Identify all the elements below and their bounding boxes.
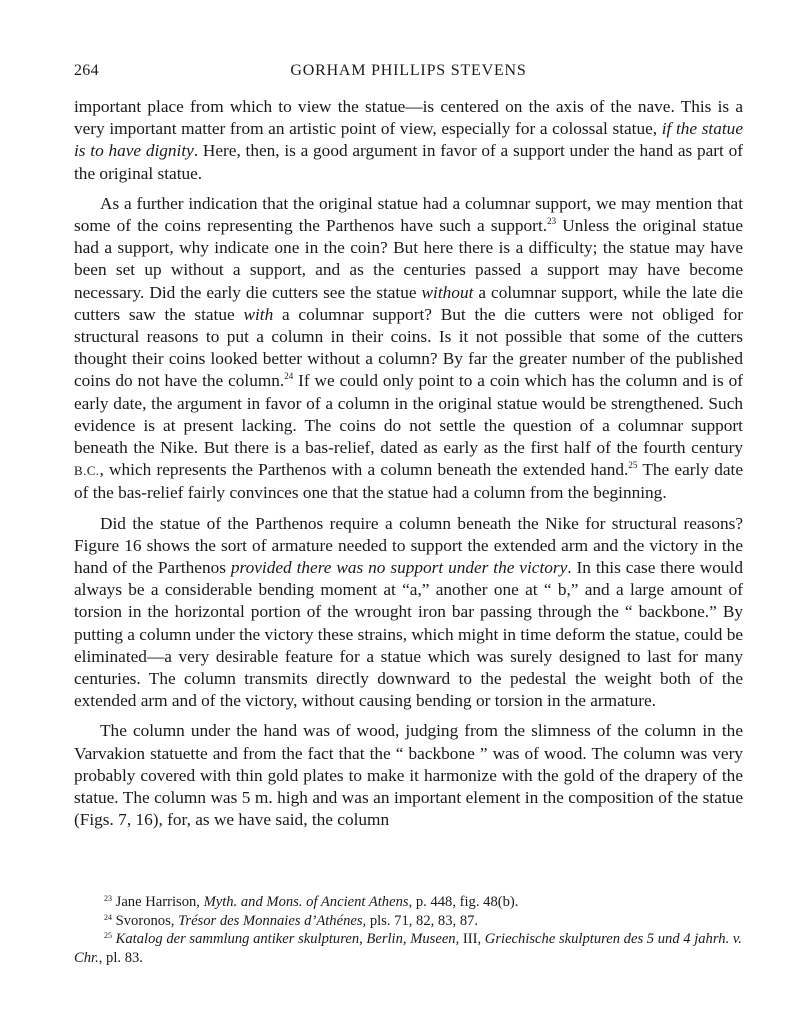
- text-run: important place from which to view the statue—is centered on the axis of the nave. This is a very important matter from an artistic point of view, especially for a colossal statue,: [74, 97, 743, 139]
- page-number: 264: [74, 62, 99, 79]
- paragraph: [74, 513, 743, 713]
- italic-text: without: [421, 282, 474, 302]
- text-run: , pl. 83.: [98, 949, 143, 966]
- paragraph: [74, 720, 743, 831]
- text-run: , III,: [455, 931, 485, 947]
- text-run: Did the statue of the Parthenos require a column beneath the Nike for structural reasons? Figure 16 shows the sort of armature needed to support the extended arm and the victory in the hand of the Parthenos: [74, 513, 743, 578]
- italic-text: with: [243, 304, 274, 324]
- text-run: . Here, then, is a good argument in favor of a support under the hand as part of the original statue.: [74, 141, 743, 183]
- italic-text: Katalog der sammlung antiker skulpturen, Berlin, Museen: [115, 931, 456, 947]
- text-run: , which represents the Parthenos with a column beneath the extended hand.: [99, 460, 629, 480]
- text-run: The column under the hand was of wood, judging from the slimness of the column in the Varvakion statuette and from the fact that the “ backbone ” was of wood. The column was very probably covered with thin gold plates to make it harmonize with the gold of the drapery of the statue. The column was 5 m. high and was an important element in the composition of the statue (Figs. 7, 16), for, as we have said, the column: [74, 721, 743, 830]
- text-run: . In this case there would always be a considerable bending moment at “a,” another one at “ b,” and a large amount of torsion in the horizontal portion of the wrought iron bar passing through the “ backbone.” By putting a column under the victory these strains, which might in time deform the statue, could be eliminated—a very desirable feature for a statue which was surely designed to last for many centuries. The column transmits directly downward to the pedestal the weight both of the extended arm and of the victory, without causing bending or torsion in the armature.: [74, 558, 744, 711]
- footnote-ref: 23: [104, 894, 112, 903]
- running-title: GORHAM PHILLIPS STEVENS: [290, 62, 527, 79]
- footnote: [74, 893, 743, 912]
- footnote-ref: 23: [547, 216, 557, 227]
- text-run: a columnar support, while the late die cutters saw the statue: [74, 282, 743, 324]
- text-run: Unless the original statue had a support, why indicate one in the coin? But here there is a difficulty; the statue may have been set up without a support, and as the centuries passed a support may have become necessary. Did the early die cutters see the statue: [74, 216, 743, 302]
- italic-text: Myth. and Mons. of Ancient Athens: [203, 894, 409, 910]
- footnote-ref: 25: [628, 460, 638, 471]
- body-text: [74, 96, 743, 840]
- paragraph: [74, 193, 743, 505]
- text-run: The early date of the bas-relief fairly convinces one that the statue had a column from the beginning.: [74, 460, 743, 503]
- running-head: [74, 62, 743, 84]
- paragraph: [74, 96, 743, 185]
- footnote: [74, 912, 743, 931]
- text-run: Jane Harrison,: [112, 894, 204, 910]
- footnote-ref: 24: [104, 912, 112, 922]
- text-run: Svoronos,: [112, 912, 179, 929]
- text-run: If we could only point to a coin which has the column and is of early date, the argument in favor of a column in the original statue would be strengthened. Such evidence is at present lacking. The coins do not settle the question of a columnar support beneath the Nike. But there is a bas-relief, dated as early as the first half of the fourth century: [74, 371, 743, 458]
- small-caps-text: B.C.: [74, 463, 100, 479]
- footnote-ref: 25: [104, 931, 112, 940]
- footnote: [74, 930, 743, 967]
- footnote-ref: 24: [284, 371, 294, 382]
- footnotes: [74, 893, 743, 967]
- italic-text: provided there was no support under the victory: [230, 558, 568, 578]
- italic-text: Trésor des Monnaies d’Athénes: [178, 912, 363, 929]
- italic-text: if the statue is to have dignity: [74, 119, 743, 161]
- text-run: , pls. 71, 82, 83, 87.: [362, 912, 479, 929]
- text-run: a columnar support? But the die cutters were not obliged for structural reasons to put a column in their coins. Is it not possible that some of the cutters thought their coins looked better without a column? By far the greater number of the published coins do not have the column.: [74, 304, 743, 391]
- italic-text: Griechische skulpturen des 5 und 4 jahrh. v. Chr.: [74, 931, 742, 966]
- text-run: , p. 448, fig. 48(b).: [408, 894, 519, 910]
- text-run: As a further indication that the original statue had a columnar support, we may mention that some of the coins representing the Parthenos have such a support.: [74, 193, 743, 236]
